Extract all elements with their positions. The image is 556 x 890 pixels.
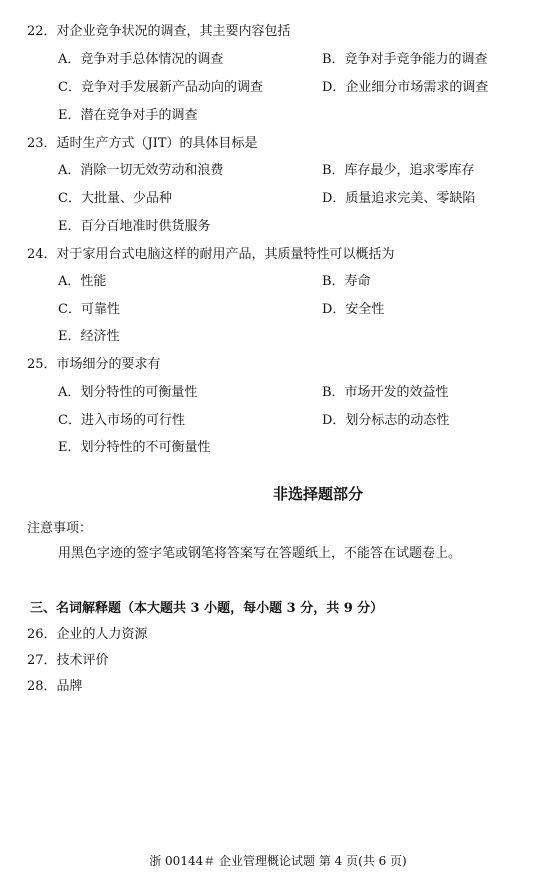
question-24-option-b: B．寿命 bbox=[322, 274, 371, 289]
part3-title: 三、名词解释题（本大题共 3 小题，每小题 3 分，共 9 分） bbox=[30, 601, 384, 616]
question-23-option-c: C．大批量、少品种 bbox=[58, 191, 172, 206]
term-27: 27．技术评价 bbox=[27, 653, 109, 668]
question-24-stem: 24．对于家用台式电脑这样的耐用产品，其质量特性可以概括为 bbox=[27, 247, 395, 262]
question-23-option-a: A．消除一切无效劳动和浪费 bbox=[58, 163, 224, 178]
question-23-stem: 23．适时生产方式（JIT）的具体目标是 bbox=[27, 136, 258, 151]
question-22-option-b: B．竞争对手竞争能力的调查 bbox=[322, 52, 488, 67]
question-25-option-e: E．划分特性的不可衡量性 bbox=[58, 440, 211, 455]
question-22-option-e: E．潜在竞争对手的调查 bbox=[58, 108, 198, 123]
question-24-option-c: C．可靠性 bbox=[58, 302, 120, 317]
question-24-option-d: D．安全性 bbox=[322, 302, 385, 317]
question-25-stem: 25．市场细分的要求有 bbox=[27, 357, 161, 372]
term-28: 28．品牌 bbox=[27, 679, 83, 694]
notice-text: 用黑色字迹的签字笔或钢笔将答案写在答题纸上，不能答在试题卷上。 bbox=[58, 546, 462, 561]
notice-label: 注意事项： bbox=[27, 521, 93, 536]
question-24-option-e: E．经济性 bbox=[58, 329, 120, 344]
question-24-option-a: A．性能 bbox=[58, 274, 107, 289]
question-22-option-d: D．企业细分市场需求的调查 bbox=[322, 80, 489, 95]
page-footer: 浙 00144＃ 企业管理概论试题 第 4 页(共 6 页) bbox=[149, 854, 407, 868]
question-25-option-b: B．市场开发的效益性 bbox=[322, 385, 449, 400]
question-22-option-c: C．竞争对手发展新产品动向的调查 bbox=[58, 80, 263, 95]
term-26: 26．企业的人力资源 bbox=[27, 627, 148, 642]
question-25-option-a: A．划分特性的可衡量性 bbox=[58, 385, 198, 400]
question-22-option-a: A．竞争对手总体情况的调查 bbox=[58, 52, 224, 67]
question-25-option-d: D．划分标志的动态性 bbox=[322, 413, 450, 428]
section-title: 非选择题部分 bbox=[272, 485, 363, 503]
question-22-stem: 22．对企业竞争状况的调查，其主要内容包括 bbox=[27, 24, 291, 39]
question-23-option-e: E．百分百地准时供货服务 bbox=[58, 219, 211, 234]
question-25-option-c: C．进入市场的可行性 bbox=[58, 413, 185, 428]
question-23-option-b: B．库存最少，追求零库存 bbox=[322, 163, 475, 178]
question-23-option-d: D．质量追求完美、零缺陷 bbox=[322, 191, 476, 206]
